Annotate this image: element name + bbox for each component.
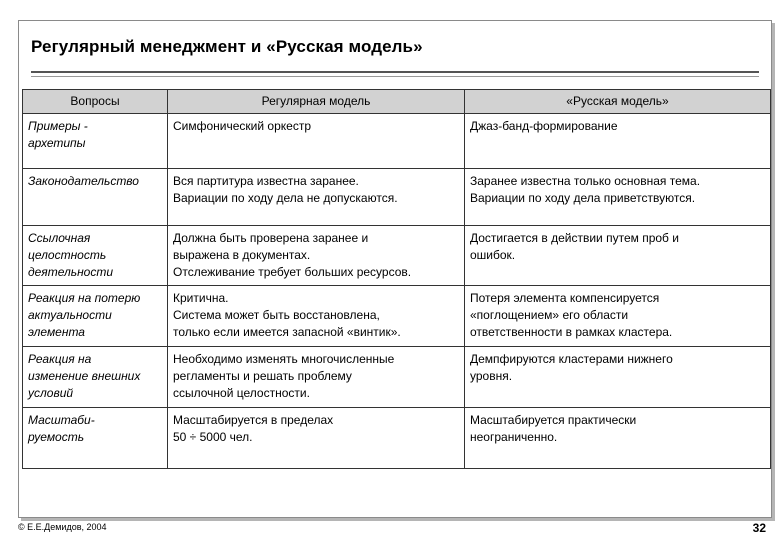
cell-line: архетипы xyxy=(28,136,86,150)
cell-line: Вариации по ходу дела не допускаются. xyxy=(173,191,398,205)
cell-line: Джаз-банд-формирование xyxy=(470,119,618,133)
cell-line: Система может быть восстановлена, xyxy=(173,308,380,322)
cell-line: ошибок. xyxy=(470,248,516,262)
cell-line: 50 ÷ 5000 чел. xyxy=(173,430,253,444)
russian-model-cell xyxy=(465,169,771,226)
table-row xyxy=(23,347,771,408)
table-row xyxy=(23,286,771,347)
cell-line: «поглощением» его области xyxy=(470,308,629,322)
russian-model-cell xyxy=(465,226,771,286)
table-row xyxy=(23,114,771,169)
header-regular-model: Регулярная модель xyxy=(168,90,465,114)
copyright-footer: © Е.Е.Демидов, 2004 xyxy=(18,522,107,532)
cell-line: деятельности xyxy=(28,265,114,279)
regular-model-cell xyxy=(168,169,465,226)
cell-line: руемость xyxy=(28,430,85,444)
cell-line: Масштаби- xyxy=(28,413,95,427)
cell-line: Отслеживание требует больших ресурсов. xyxy=(173,265,412,279)
cell-line: Реакция на xyxy=(28,352,92,366)
header-russian-model: «Русская модель» xyxy=(465,90,771,114)
russian-model-cell xyxy=(465,114,771,169)
cell-line: Ссылочная xyxy=(28,231,91,245)
russian-model-cell xyxy=(465,408,771,469)
table-row xyxy=(23,408,771,469)
question-cell xyxy=(23,169,168,226)
question-cell xyxy=(23,408,168,469)
cell-line: Достигается в действии путем проб и xyxy=(470,231,679,245)
cell-line: Масштабируется практически xyxy=(470,413,637,427)
cell-line: элемента xyxy=(28,325,85,339)
title-divider xyxy=(31,71,759,73)
cell-line: ссылочной целостности. xyxy=(173,386,310,400)
cell-line: Масштабируется в пределах xyxy=(173,413,334,427)
cell-line: ответственности в рамках кластера. xyxy=(470,325,673,339)
question-cell xyxy=(23,114,168,169)
cell-line: Законодательство xyxy=(28,174,139,188)
russian-model-cell xyxy=(465,347,771,408)
cell-line: неограниченно. xyxy=(470,430,558,444)
regular-model-cell xyxy=(168,226,465,286)
cell-line: Реакция на потерю xyxy=(28,291,141,305)
cell-line: Необходимо изменять многочисленные xyxy=(173,352,395,366)
regular-model-cell xyxy=(168,408,465,469)
regular-model-cell xyxy=(168,114,465,169)
header-questions: Вопросы xyxy=(23,90,168,114)
slide-title: Регулярный менеджмент и «Русская модель» xyxy=(31,37,423,56)
cell-line: выражена в документах. xyxy=(173,248,311,262)
cell-line: изменение внешних xyxy=(28,369,141,383)
cell-line: целостность xyxy=(28,248,107,262)
question-cell xyxy=(23,286,168,347)
cell-line: уровня. xyxy=(470,369,513,383)
russian-model-cell xyxy=(465,286,771,347)
comparison-table xyxy=(22,89,771,469)
cell-line: Примеры - xyxy=(28,119,88,133)
question-cell xyxy=(23,347,168,408)
cell-line: Вариации по ходу дела приветствуются. xyxy=(470,191,696,205)
cell-line: Заранее известна только основная тема. xyxy=(470,174,701,188)
cell-line: актуальности xyxy=(28,308,112,322)
table-row xyxy=(23,226,771,286)
page-number: 32 xyxy=(752,521,766,535)
cell-line: Симфонический оркестр xyxy=(173,119,311,133)
slide xyxy=(18,20,772,518)
regular-model-cell xyxy=(168,286,465,347)
table-header-row xyxy=(23,90,771,114)
cell-line: Потеря элемента компенсируется xyxy=(470,291,660,305)
cell-line: условий xyxy=(28,386,74,400)
cell-line: регламенты и решать проблему xyxy=(173,369,352,383)
cell-line: Критична. xyxy=(173,291,229,305)
table-row xyxy=(23,169,771,226)
question-cell xyxy=(23,226,168,286)
cell-line: Демпфируются кластерами нижнего xyxy=(470,352,673,366)
cell-line: Вся партитура известна заранее. xyxy=(173,174,359,188)
regular-model-cell xyxy=(168,347,465,408)
title-divider-thin xyxy=(31,76,759,77)
cell-line: Должна быть проверена заранее и xyxy=(173,231,369,245)
cell-line: только если имеется запасной «винтик». xyxy=(173,325,401,339)
